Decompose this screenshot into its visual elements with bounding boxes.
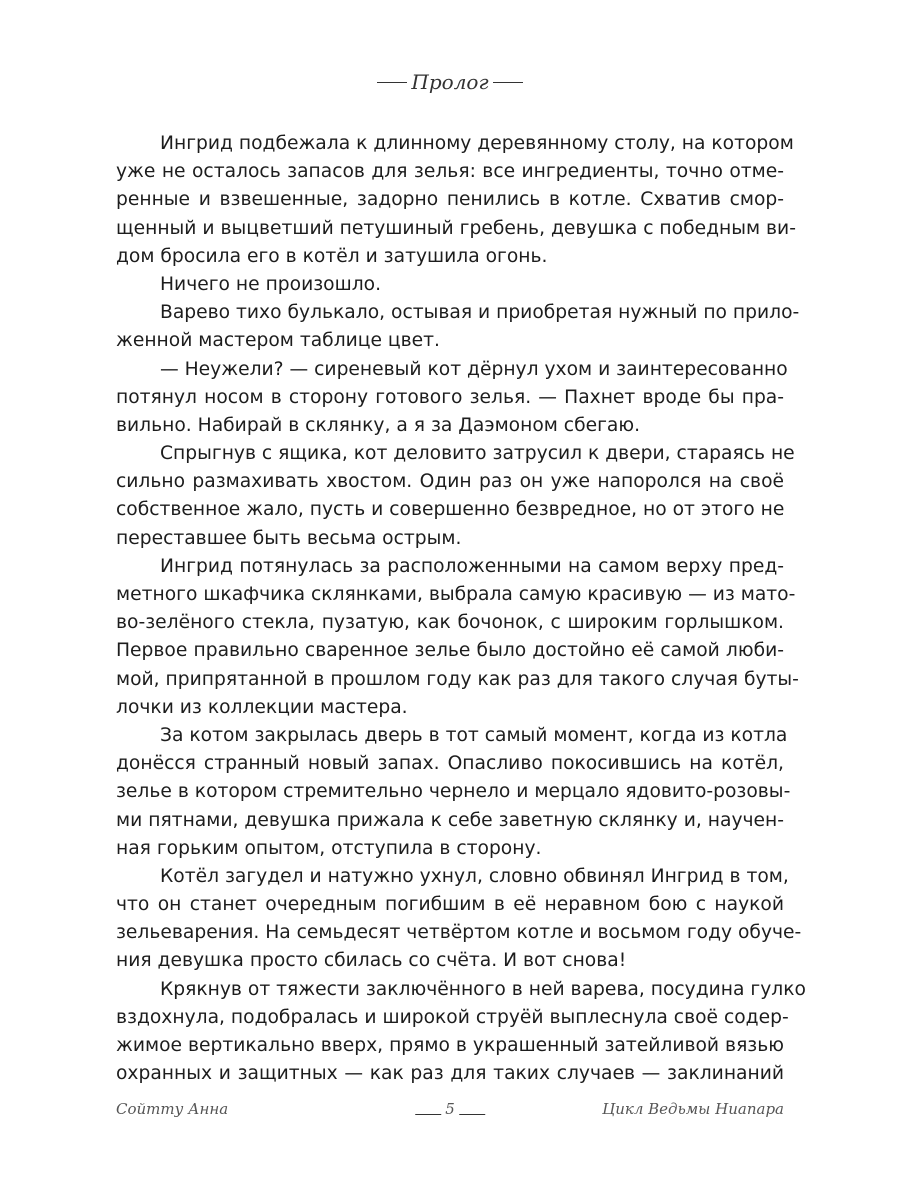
text-line: Крякнув от тяжести заключённого в ней варева, посудина гулко [160, 978, 806, 1000]
text-line: уже не осталось запасов для зелья: все ингредиенты, точно отме- [116, 161, 784, 183]
text-line: жимое вертикально вверх, прямо в украшенный затейливой вязью [116, 1035, 784, 1056]
page-number-rule-left [415, 1114, 441, 1115]
text-line: — Неужели? — сиреневый кот дёрнул ухом и заинтересованно [160, 358, 788, 380]
text-line: метного шкафчика склянками, выбрала самую красивую — из мато- [116, 584, 796, 605]
text-line: ренные и взвешенные, задорно пенились в котле. Схватив смор- [116, 189, 784, 211]
text-line: лочки из коллекции мастера. [116, 696, 408, 718]
header-rule-left [377, 82, 407, 83]
text-line: охранных и защитных — как раз для таких случаев — заклинаний [116, 1063, 784, 1085]
page-number-rule-right [459, 1114, 485, 1115]
text-line: щенный и выцветший петушиный гребень, девушка с победным ви- [116, 217, 796, 239]
text-line: вильно. Набирай в склянку, а я за Даэмоном сбегаю. [116, 414, 641, 436]
text-line: За котом закрылась дверь в тот самый момент, когда из котла [160, 724, 788, 746]
text-line: ния девушка просто сбилась со счёта. И вот снова! [116, 950, 627, 972]
paragraph [116, 271, 784, 299]
text-line: Спрыгнув с ящика, кот деловито затрусил к двери, стараясь не [160, 443, 795, 465]
text-line: сильно размахивать хвостом. Один раз он уже напоролся на своё [116, 471, 784, 493]
page-number [411, 1100, 489, 1118]
paragraph [116, 722, 791, 863]
text-line: Ингрид потянулась за расположенными на самом верху пред- [160, 555, 784, 577]
text-line: во-зелёного стекла, пузатую, как бочонок, с широким горлышком. [116, 612, 784, 634]
text-line: мой, припрятанной в прошлом году как раз для такого случая буты- [116, 668, 799, 690]
paragraph [116, 863, 802, 976]
page-number-text: 5 [445, 1100, 455, 1118]
text-line: потянул носом в сторону готового зелья. — Пахнет вроде бы пра- [116, 386, 784, 408]
page-footer [116, 1100, 784, 1130]
text-line: зелье в котором стремительно чернело и мерцало ядовито-розовы- [116, 781, 791, 803]
text-line: ми пятнами, девушка прижала к себе заветную склянку и, научен- [116, 809, 784, 831]
text-line: Ничего не произошло. [160, 273, 382, 295]
text-line: собственное жало, пусть и совершенно безвредное, но от этого не [116, 499, 785, 521]
footer-author: Сойтту Анна [116, 1100, 229, 1118]
text-line: Первое правильно сваренное зелье было достойно её самой люби- [116, 640, 784, 662]
header-rule-right [493, 82, 523, 83]
paragraph [116, 553, 799, 722]
text-line: Ингрид подбежала к длинному деревянному столу, на котором [160, 133, 794, 154]
text-line: женной мастером таблице цвет. [116, 330, 440, 352]
paragraph [116, 440, 795, 553]
chapter-title: Пролог [411, 70, 489, 94]
chapter-header [0, 70, 900, 94]
text-line: Котёл загудел и натужно ухнул, словно обвинял Ингрид в том, [160, 865, 789, 887]
paragraph [116, 130, 796, 271]
body-text [116, 130, 806, 1088]
text-line: Варево тихо булькало, остывая и приобретая нужный по прило- [160, 302, 800, 324]
paragraph [116, 299, 800, 355]
text-line: зельеварения. На семьдесят четвёртом котле и восьмом году обуче- [116, 922, 802, 944]
footer-series: Цикл Ведьмы Ниапара [602, 1100, 784, 1118]
text-line: что он станет очередным погибшим в её неравном бою с наукой [116, 894, 784, 916]
text-line: дом бросила его в котёл и затушила огонь. [116, 245, 548, 267]
text-line: донёсся странный новый запах. Опасливо покосившись на котёл, [116, 753, 784, 775]
paragraph [116, 356, 788, 441]
paragraph [116, 976, 806, 1089]
text-line: ная горьким опытом, отступила в сторону. [116, 837, 542, 859]
text-line: переставшее быть весьма острым. [116, 527, 462, 549]
text-line: вздохнула, подобралась и широкой струёй выплеснула своё содер- [116, 1006, 789, 1028]
